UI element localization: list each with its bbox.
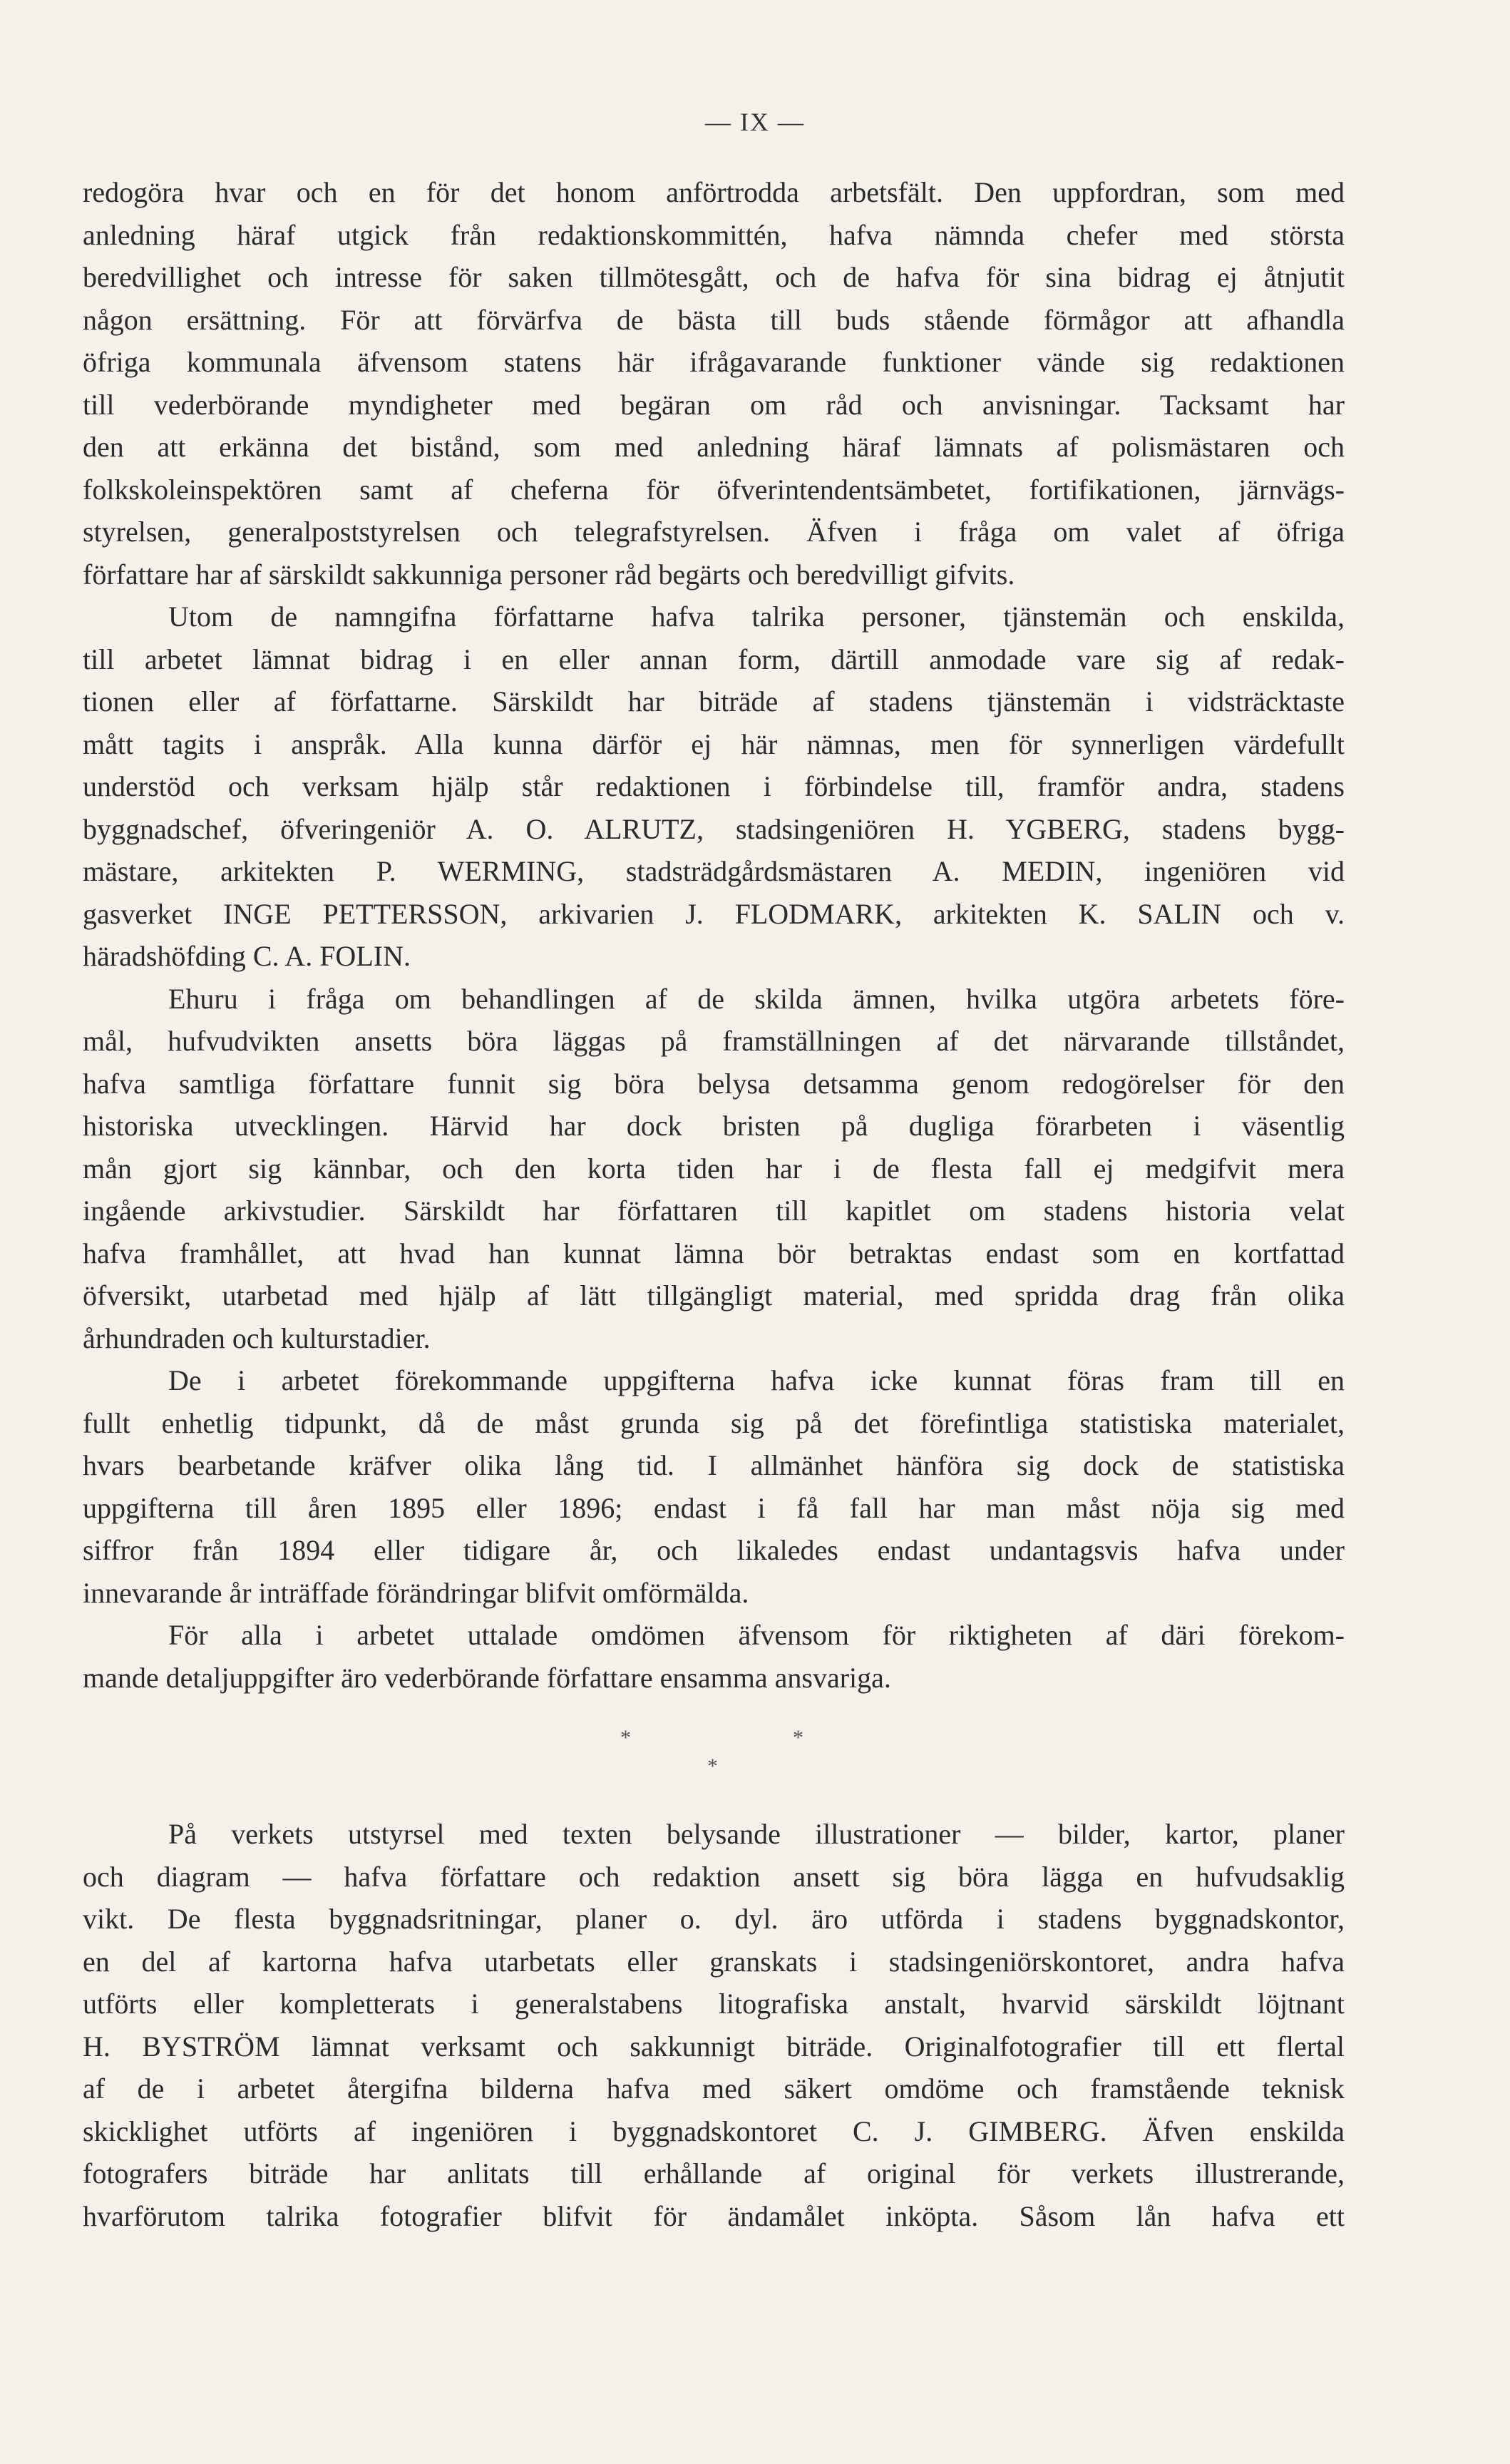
- text-line: redogöra hvar och en för det honom anförtrodda arbetsfält. Den uppfordran, som med: [83, 176, 1345, 208]
- text-line: författare har af särskildt sakkunniga personer råd begärts och beredvilligt gifvits.: [83, 558, 1015, 591]
- text-line: den att erkänna det bistånd, som med anledning häraf lämnats af polismästaren och: [83, 431, 1345, 463]
- text-line: På verkets utstyrsel med texten belysande illustrationer — bilder, kartor, planer: [168, 1818, 1345, 1850]
- text-line: mån gjort sig kännbar, och den korta tiden har i de flesta fall ej medgifvit mera: [83, 1152, 1345, 1185]
- text-section-main: [83, 171, 1345, 1699]
- text-line: tionen eller af författarne. Särskildt har biträde af stadens tjänstemän i vidsträcktaste: [83, 685, 1345, 717]
- text-line: byggnadschef, öfveringeniör A. O. ALRUTZ, stadsingeniören H. YGBERG, stadens bygg-: [83, 812, 1345, 845]
- text-line: hafva samtliga författare funnit sig böra belysa detsamma genom redogörelser för den: [83, 1067, 1345, 1100]
- page-number: — IX —: [705, 108, 805, 136]
- text-line: mande detaljuppgifter äro vederbörande författare ensamma ansvariga.: [83, 1661, 891, 1694]
- text-line: mått tagits i anspråk. Alla kunna därför ej här nämnas, men för synnerligen värdefullt: [83, 727, 1345, 760]
- text-line: hvars bearbetande kräfver olika lång tid. I allmänhet hänföra sig dock de statistiska: [83, 1449, 1345, 1481]
- text-line: mästare, arkitekten P. WERMING, stadsträdgårdsmästaren A. MEDIN, ingeniören vid: [83, 855, 1345, 887]
- text-line: De i arbetet förekommande uppgifterna hafva icke kunnat föras fram till en: [168, 1364, 1345, 1396]
- text-line: fullt enhetlig tidpunkt, då de måst grunda sig på det förefintliga statistiska materialet,: [83, 1406, 1345, 1439]
- text-line: Utom de namngifna författarne hafva talrika personer, tjänstemän och enskilda,: [168, 600, 1345, 633]
- text-line: historiska utvecklingen. Härvid har dock bristen på dugliga förarbeten i väsentlig: [83, 1110, 1345, 1142]
- separator-asterisk: *: [707, 1754, 718, 1778]
- text-line: hafva framhållet, att hvad han kunnat lämna bör betraktas endast som en kortfattad: [83, 1237, 1345, 1269]
- text-line: skicklighet utförts af ingeniören i byggnadskontoret C. J. GIMBERG. Äfven enskilda: [83, 2115, 1345, 2147]
- text-line: öfversikt, utarbetad med hjälp af lätt tillgängligt material, med spridda drag från olika: [83, 1279, 1345, 1312]
- text-line: och diagram — hafva författare och redaktion ansett sig böra lägga en hufvudsaklig: [83, 1860, 1345, 1893]
- text-line: hvarförutom talrika fotografier blifvit för ändamålet inköpta. Såsom lån hafva ett: [83, 2199, 1345, 2232]
- text-section-illustrations: [83, 1813, 1345, 2237]
- text-line: till vederbörande myndigheter med begäran om råd och anvisningar. Tacksamt har: [83, 388, 1345, 421]
- text-line: vikt. De flesta byggnadsritningar, planer o. dyl. äro utförda i stadens byggnadskontor,: [83, 1903, 1345, 1935]
- separator-asterisk: *: [620, 1726, 631, 1749]
- text-line: uppgifterna till åren 1895 eller 1896; endast i få fall har man måst nöja sig med: [83, 1491, 1345, 1524]
- text-line: ingående arkivstudier. Särskildt har författaren till kapitlet om stadens historia velat: [83, 1195, 1345, 1227]
- text-line: häradshöfding C. A. FOLIN.: [83, 940, 411, 972]
- separator-asterisk: *: [793, 1726, 803, 1749]
- text-line: styrelsen, generalpoststyrelsen och telegrafstyrelsen. Äfven i fråga om valet af öfriga: [83, 516, 1345, 548]
- text-line: H. BYSTRÖM lämnat verksamt och sakkunnigt biträde. Originalfotografier till ett flertal: [83, 2030, 1345, 2062]
- text-line: gasverket INGE PETTERSSON, arkivarien J. FLODMARK, arkitekten K. SALIN och v.: [83, 897, 1345, 930]
- text-line: siffror från 1894 eller tidigare år, och likaledes endast undantagsvis hafva under: [83, 1534, 1345, 1566]
- text-line: Ehuru i fråga om behandlingen af de skilda ämnen, hvilka utgöra arbetets före-: [168, 982, 1345, 1015]
- text-line: utförts eller kompletterats i generalstabens litografiska anstalt, hvarvid särskildt löjtnant: [83, 1988, 1345, 2020]
- text-line: För alla i arbetet uttalade omdömen äfvensom för riktigheten af däri förekom-: [168, 1619, 1345, 1651]
- text-line: fotografers biträde har anlitats till erhållande af original för verkets illustrerande,: [83, 2157, 1345, 2189]
- text-line: innevarande år inträffade förändringar blifvit omförmälda.: [83, 1576, 749, 1609]
- text-line: beredvillighet och intresse för saken tillmötesgått, och de hafva för sina bidrag ej åtnjutit: [83, 261, 1345, 293]
- section-separator: [0, 1726, 1510, 1783]
- text-line: någon ersättning. För att förvärfva de bästa till buds stående förmågor att afhandla: [83, 303, 1345, 336]
- text-line: mål, hufvudvikten ansetts böra läggas på framställningen af det närvarande tillståndet,: [83, 1025, 1345, 1057]
- text-line: en del af kartorna hafva utarbetats eller granskats i stadsingeniörskontoret, andra hafva: [83, 1945, 1345, 1978]
- text-line: till arbetet lämnat bidrag i en eller annan form, därtill anmodade vare sig af redak-: [83, 643, 1345, 675]
- text-line: öfriga kommunala äfvensom statens här ifrågavarande funktioner vände sig redaktionen: [83, 346, 1345, 378]
- text-line: understöd och verksam hjälp står redaktionen i förbindelse till, framför andra, stadens: [83, 770, 1345, 802]
- text-line: anledning häraf utgick från redaktionskommittén, hafva nämnda chefer med största: [83, 218, 1345, 251]
- text-line: af de i arbetet återgifna bilderna hafva med säkert omdöme och framstående teknisk: [83, 2072, 1345, 2105]
- text-line: århundraden och kulturstadier.: [83, 1322, 431, 1354]
- text-line: folkskoleinspektören samt af cheferna för öfverintendentsämbetet, fortifikationen, järnvägs-: [83, 473, 1345, 506]
